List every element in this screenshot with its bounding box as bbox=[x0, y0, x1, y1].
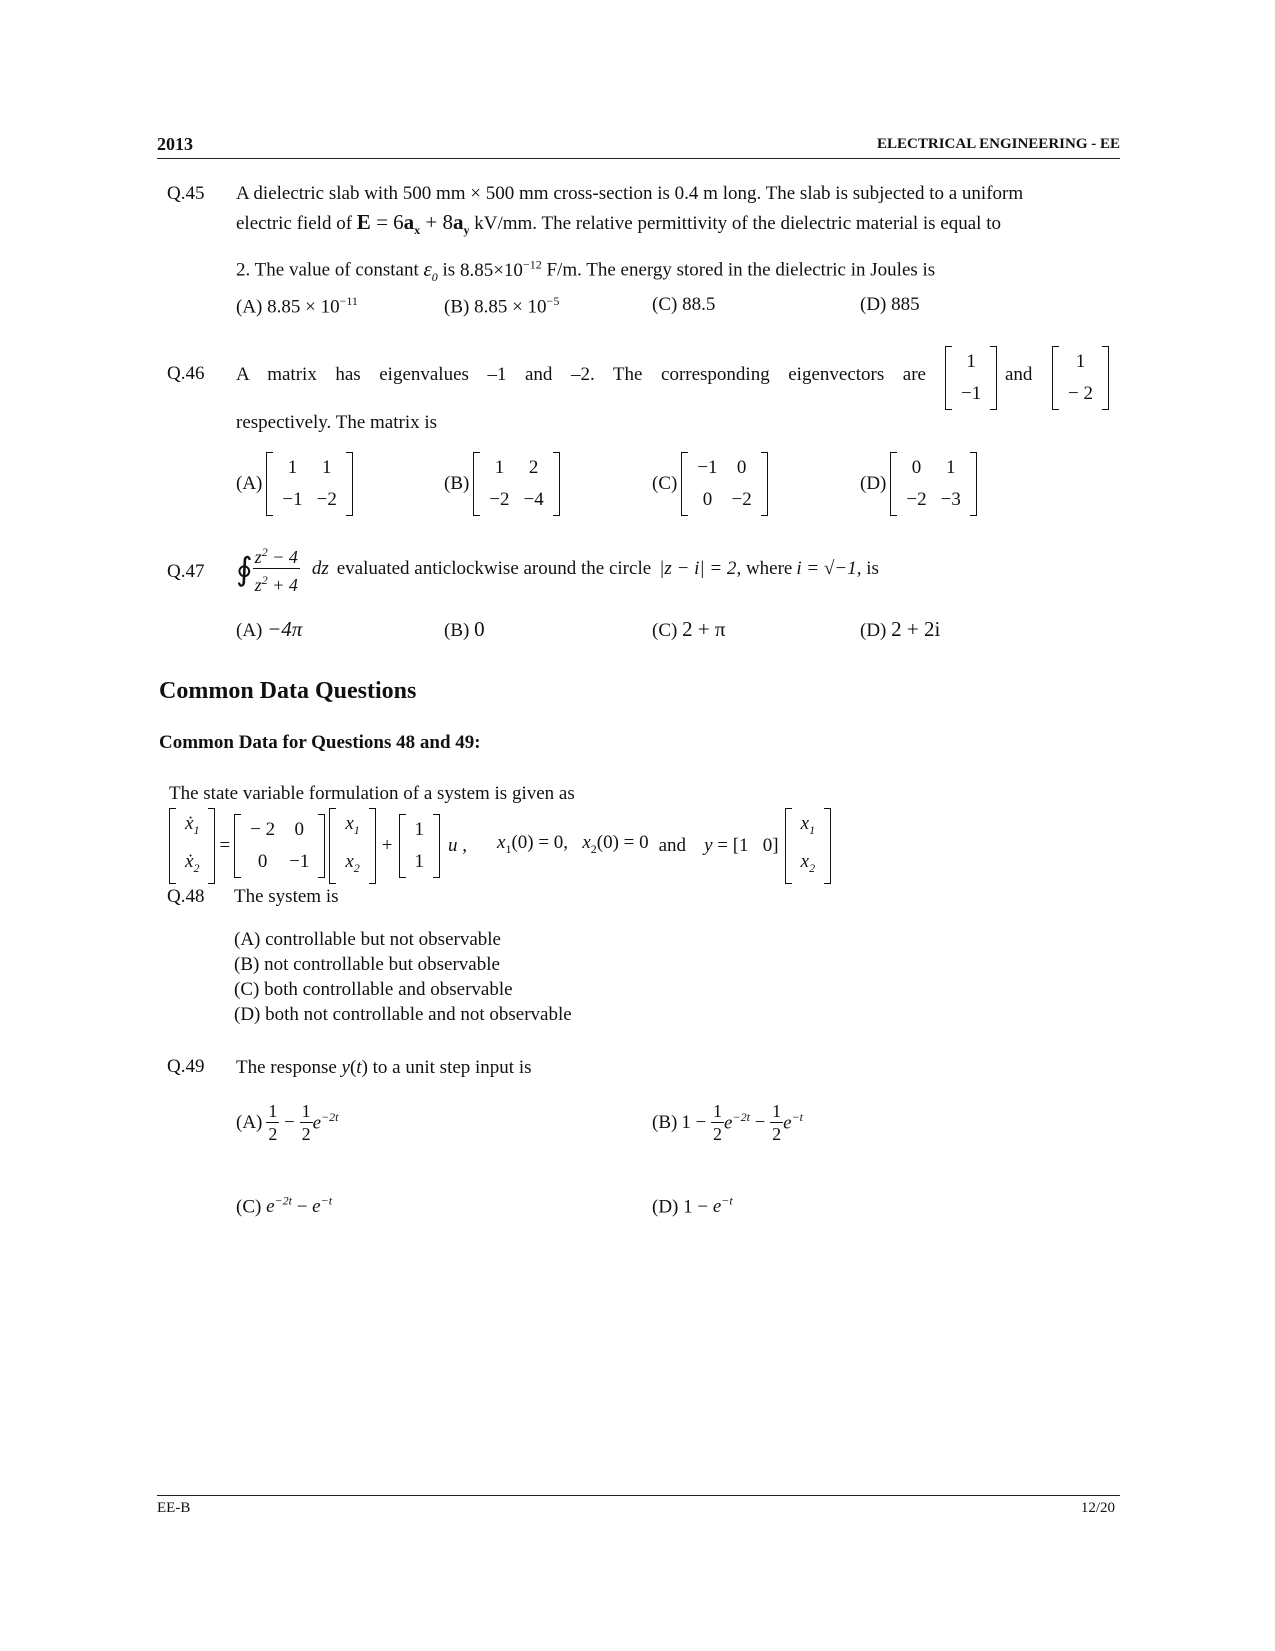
q45-option-a: (A) $8.85 \times 10^{-11}$ bbox=[236, 294, 358, 318]
q49-option-b: (B) 1 − $\frac{1}{2}$ $e^{-2t}$ − $\frac{1}{2}$ $e^{-t}$ bbox=[652, 1101, 804, 1144]
q46-option-d: (D) 0 1 −2 −3 bbox=[860, 452, 977, 516]
q45-epsilon-value: $8.85\times 10^{-12}$ bbox=[459, 257, 542, 281]
q45-option-d: (D) 885 bbox=[860, 294, 920, 315]
q48-number: Q.48 bbox=[167, 886, 205, 907]
contour-integral-icon: ∮ bbox=[236, 550, 253, 587]
header-subject: ELECTRICAL ENGINEERING - EE bbox=[877, 136, 1120, 152]
q48-option-b: (B) not controllable but observable bbox=[234, 954, 500, 975]
q48-option-d: (D) both not controllable and not observable bbox=[234, 1004, 572, 1025]
matrix-a: 1 1 −1 −2 bbox=[266, 452, 352, 516]
output-x-vector: $x_1$ $x_2$ bbox=[785, 808, 831, 884]
q47-fraction: $\frac{z^2 - 4}{z^2 + 4}$ bbox=[253, 541, 300, 596]
q49-number: Q.49 bbox=[167, 1056, 205, 1077]
header-year: 2013 bbox=[157, 134, 193, 154]
b-vector: 1 1 bbox=[399, 814, 441, 878]
footer-code: EE-B bbox=[157, 1500, 191, 1516]
epsilon-zero: $\varepsilon_0$ bbox=[423, 256, 438, 284]
q45-line2: electric field of $E = 6a_x + 8a_y$ kV/mm. The relative permittivity of the dielectric material is equal to bbox=[236, 210, 1001, 238]
q45-field-expression: $E = 6a_x + 8a_y$ bbox=[356, 210, 470, 238]
q48-option-a: (A) controllable but not observable bbox=[234, 929, 501, 950]
q47-option-b: (B) 0 bbox=[444, 617, 485, 641]
q45-line1: A dielectric slab with 500 mm × 500 mm cross-section is 0.4 m long. The slab is subjected to a uniform bbox=[236, 183, 1024, 204]
eigenvector-1: 1 −1 bbox=[945, 346, 997, 410]
section-intro: The state variable formulation of a system is given as bbox=[169, 783, 575, 804]
state-equation: ẋ$_1$ ẋ$_2$ = − 2 0 0 −1 $x_1$ $x_2$ + 1 1 u , $x_1(0) = 0$, $x_2(0) = 0$ and y = [1 0] $x_1$ $x_2$ bbox=[169, 808, 831, 884]
q47-integral: ∮ $\frac{z^2 - 4}{z^2 + 4}$ dz evaluated anticlockwise around the circle |z − i| = 2 , where i = √−1 , is bbox=[236, 541, 879, 596]
section-title: Common Data Questions bbox=[159, 678, 417, 704]
q47-option-c: (C) 2 + π bbox=[652, 617, 726, 641]
q48-option-c: (C) both controllable and observable bbox=[234, 979, 513, 1000]
q45-option-c: (C) 88.5 bbox=[652, 294, 716, 315]
section-subtitle: Common Data for Questions 48 and 49: bbox=[159, 732, 481, 753]
q49-option-d: (D) $1 - e^{-t}$ bbox=[652, 1194, 733, 1218]
output-equation: y = [1 0] bbox=[704, 834, 779, 856]
q47-option-a: (A) −4π bbox=[236, 617, 303, 641]
q47-option-d: (D) 2 + 2i bbox=[860, 617, 941, 641]
footer-page: 12/20 bbox=[1080, 1500, 1115, 1516]
q45-line3: 2. The value of constant $\varepsilon_0$ is $8.85\times 10^{-12}$ F/m. The energy stored in the dielectric in Joules is bbox=[236, 256, 936, 284]
q45-body bbox=[236, 180, 1116, 291]
q45-option-b: (B) $8.85 \times 10^{-5}$ bbox=[444, 294, 560, 318]
xdot-vector: ẋ$_1$ ẋ$_2$ bbox=[169, 808, 215, 884]
q46-option-c: (C) −1 0 0 −2 bbox=[652, 452, 768, 516]
q46-text: A matrix has eigenvalues –1 and –2. The corresponding eigenvectors are bbox=[236, 364, 926, 385]
q47-i-def: i = √−1 bbox=[796, 557, 857, 579]
q46-option-a: (A) 1 1 −1 −2 bbox=[236, 452, 353, 516]
q49-text: The response y(t) to a unit step input is bbox=[236, 1057, 532, 1078]
q48-options bbox=[234, 927, 572, 1027]
footer-rule bbox=[157, 1495, 1120, 1496]
a-matrix: − 2 0 0 −1 bbox=[234, 814, 325, 878]
matrix-c: −1 0 0 −2 bbox=[681, 452, 767, 516]
matrix-b: 1 2 −2 −4 bbox=[473, 452, 559, 516]
q45-number: Q.45 bbox=[167, 183, 205, 204]
eigenvector-2: 1 − 2 bbox=[1052, 346, 1109, 410]
q47-circle: |z − i| = 2 bbox=[659, 557, 737, 579]
header-rule bbox=[157, 158, 1120, 159]
q48-text: The system is bbox=[234, 886, 339, 907]
q47-number: Q.47 bbox=[167, 561, 205, 582]
matrix-d: 0 1 −2 −3 bbox=[890, 452, 976, 516]
q49-option-c: (C) $e^{-2t} - e^{-t}$ bbox=[236, 1194, 333, 1218]
q46-and: and bbox=[1005, 364, 1033, 385]
x-vector: $x_1$ $x_2$ bbox=[329, 808, 375, 884]
q46-number: Q.46 bbox=[167, 363, 205, 384]
q46-line2: respectively. The matrix is bbox=[236, 412, 438, 433]
q46-option-b: (B) 1 2 −2 −4 bbox=[444, 452, 560, 516]
q49-option-a: (A) $\frac{1}{2}$ − $\frac{1}{2}$ $e^{-2t}$ bbox=[236, 1101, 339, 1144]
initial-conditions: $x_1(0) = 0$, $x_2(0) = 0$ bbox=[497, 831, 649, 856]
